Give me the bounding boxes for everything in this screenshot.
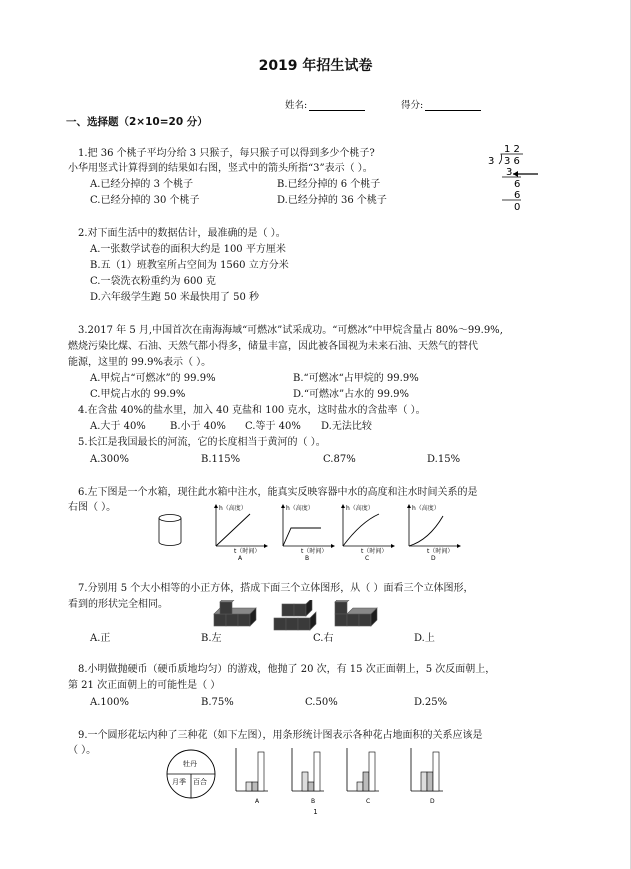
q1-option-a[interactable]: A.已经分掉的 3 个桃子 xyxy=(90,179,194,190)
q3-option-b[interactable]: B.“可燃冰“占甲烷的 99.9% xyxy=(293,373,419,384)
q4-option-c[interactable]: C.等于 40% xyxy=(245,421,301,432)
pie-label-lily: 百合 xyxy=(193,778,207,786)
page-number: 1 xyxy=(313,808,318,816)
q6-stem-line2: 右图（ ）。 xyxy=(68,502,117,513)
q2-option-d[interactable]: D.六年级学生跑 50 米最快用了 50 秒 xyxy=(90,292,260,303)
q3-stem-line3: 能源，这里的 99.9%表示（ ）。 xyxy=(68,357,212,368)
q6-c-ylabel: h（高度） xyxy=(346,505,374,512)
q7-option-a[interactable]: A.正 xyxy=(90,633,111,644)
q9-c-label: C xyxy=(366,798,371,805)
q4-option-b[interactable]: B.小于 40% xyxy=(170,421,226,432)
q5-option-c[interactable]: C.87% xyxy=(323,454,356,465)
q6-graph-b[interactable] xyxy=(277,502,337,562)
q6-b-curve xyxy=(283,528,321,546)
q9-b-label: B xyxy=(311,798,316,805)
q7-option-b[interactable]: B.左 xyxy=(201,633,222,644)
q3-stem-line2: 燃烧污染比煤、石油、天然气都小得多，储量丰富，因此被各国视为未来石油、天然气的替代 xyxy=(68,341,478,352)
pie-label-rose: 月季 xyxy=(172,778,186,786)
division-dividend: 3 6 xyxy=(504,156,520,167)
q9-bar-chart-b[interactable] xyxy=(288,746,328,806)
q3-stem-line1: 3.2017 年 5 月,中国首次在南海海域“可燃冰”试采成功。“可燃冰”中甲烷含量占 80%～99.9%, xyxy=(78,325,503,336)
q9-c-bar-2 xyxy=(363,772,369,791)
q6-c-label: C xyxy=(365,555,370,562)
q7-option-c[interactable]: C.右 xyxy=(313,633,334,644)
name-label: 姓名: xyxy=(285,100,308,111)
q3-option-a[interactable]: A.甲烷占“可燃冰”的 99.9% xyxy=(90,373,216,384)
q6-a-curve xyxy=(216,514,250,546)
q9-bar-chart-c[interactable] xyxy=(343,746,383,806)
q9-c-bar-1 xyxy=(357,782,363,791)
cube-figure-1 xyxy=(212,600,264,634)
q9-c-bar-3 xyxy=(369,752,375,791)
q8-stem-line1: 8.小明做抛硬币（硬币质地均匀）的游戏，他抛了 20 次，有 15 次正面朝上，5 次反面朝上， xyxy=(78,664,496,675)
q8-option-d[interactable]: D.25% xyxy=(414,697,448,708)
long-division-figure xyxy=(483,140,543,215)
score-field[interactable] xyxy=(401,97,481,111)
q7-option-d[interactable]: D.上 xyxy=(414,633,435,644)
q9-d-label: D xyxy=(430,798,435,805)
q8-option-a[interactable]: A.100% xyxy=(90,697,129,708)
q2-option-a[interactable]: A.一张数学试卷的面积大约是 100 平方厘米 xyxy=(90,244,286,255)
q9-stem-line2: （ ）。 xyxy=(68,745,97,756)
q7-stem-line1: 7.分别用 5 个大小相等的小正方体，搭成下面三个立体图形，从（ ）面看三个立体图形， xyxy=(78,583,474,594)
q9-a-bar-2 xyxy=(252,782,258,791)
q9-d-bar-3 xyxy=(433,752,439,791)
division-row2: 6 xyxy=(514,179,521,190)
q6-b-ylabel: h（高度） xyxy=(286,505,314,512)
q2-stem: 2.对下面生活中的数据估计，最准确的是（ ）。 xyxy=(78,228,286,239)
q7-stem-line2: 看到的形状完全相同。 xyxy=(68,599,168,610)
q9-b-bar-3 xyxy=(314,752,320,791)
q9-a-bar-3 xyxy=(258,752,264,791)
q9-b-bar-2 xyxy=(308,782,314,791)
q6-d-curve xyxy=(409,516,443,546)
q4-option-d[interactable]: D.无法比较 xyxy=(321,421,372,432)
cube-figure-2 xyxy=(272,600,324,636)
flower-bed-pie xyxy=(165,748,217,800)
q9-a-label: A xyxy=(255,798,260,805)
q4-option-a[interactable]: A.大于 40% xyxy=(90,421,146,432)
q3-option-d[interactable]: D.“可燃冰”占水的 99.9% xyxy=(293,389,410,400)
q9-bar-chart-a[interactable] xyxy=(232,746,272,806)
q9-a-bar-1 xyxy=(246,782,252,791)
division-quotient: 1 2 xyxy=(504,144,520,155)
q6-a-label: A xyxy=(238,555,243,562)
q6-graph-d[interactable] xyxy=(403,502,463,562)
q6-d-xlabel: t（时间） xyxy=(427,548,454,555)
division-divisor: 3 xyxy=(488,156,495,167)
q9-b-bar-1 xyxy=(302,772,308,791)
score-blank[interactable] xyxy=(425,100,481,111)
q6-a-xlabel: t（时间） xyxy=(234,548,261,555)
q9-bar-chart-d[interactable] xyxy=(407,746,447,806)
q9-d-bar-1 xyxy=(421,772,427,791)
cube-figure-3 xyxy=(333,600,385,634)
section-heading: 一、选择题（2×10=20 分） xyxy=(66,116,208,128)
q6-d-label: D xyxy=(431,555,436,562)
q3-option-c[interactable]: C.甲烷占水的 99.9% xyxy=(90,389,186,400)
name-field[interactable] xyxy=(285,97,365,111)
q8-option-c[interactable]: C.50% xyxy=(305,697,338,708)
q1-option-c[interactable]: C.已经分掉的 30 个桃子 xyxy=(90,195,200,206)
pie-label-peony: 牡丹 xyxy=(183,760,197,768)
q2-option-b[interactable]: B.五（1）班教室所占空间为 1560 立方分米 xyxy=(90,260,289,271)
arrow-icon xyxy=(513,171,518,177)
division-remainder: 0 xyxy=(514,202,521,213)
q1-option-b[interactable]: B.已经分掉的 6 个桃子 xyxy=(277,179,381,190)
water-tank-cylinder xyxy=(152,510,192,550)
name-blank[interactable] xyxy=(309,100,365,111)
q6-d-ylabel: h（高度） xyxy=(412,505,440,512)
q5-stem: 5.长江是我国最长的河流，它的长度相当于黄河的（ ）。 xyxy=(78,437,326,448)
page-title: 2019 年招生试卷 xyxy=(258,58,373,74)
q9-stem-line1: 9.一个圆形花坛内种了三种花（如下左图），用条形统计图表示各种花占地面积的关系应该是 xyxy=(78,730,483,741)
q8-stem-line2: 第 21 次正面朝上的可能性是（ ） xyxy=(68,680,221,691)
q6-stem-line1: 6.左下图是一个水箱，现往此水箱中注水，能真实反映容器中水的高度和注水时间关系的是 xyxy=(78,487,478,498)
q1-stem-line2: 小华用竖式计算得到的结果如右图，竖式中的箭头所指“3”表示（ ）。 xyxy=(68,163,373,174)
q5-option-b[interactable]: B.115% xyxy=(201,454,241,465)
q5-option-a[interactable]: A.300% xyxy=(90,454,129,465)
q9-d-bar-2 xyxy=(427,772,433,791)
q6-a-ylabel: h（高度） xyxy=(219,505,247,512)
division-row3: 6 xyxy=(514,190,521,201)
q6-b-xlabel: t（时间） xyxy=(301,548,328,555)
score-label: 得分: xyxy=(401,100,424,111)
q2-option-c[interactable]: C.一袋洗衣粉重约为 600 克 xyxy=(90,276,216,287)
division-row1: 3 xyxy=(506,167,513,178)
q6-graph-a[interactable] xyxy=(210,502,270,562)
q6-graph-c[interactable] xyxy=(337,502,397,562)
q6-b-label: B xyxy=(305,555,310,562)
q4-stem: 4.在含盐 40%的盐水里，加入 40 克盐和 100 克水，这时盐水的含盐率（ ）。 xyxy=(78,405,426,416)
q6-c-xlabel: t（时间） xyxy=(361,548,388,555)
q1-stem-line1: 1.把 36 个桃子平均分给 3 只猴子，每只猴子可以得到多少个桃子? xyxy=(78,148,375,159)
q1-option-d[interactable]: D.已经分掉的 36 个桃子 xyxy=(277,195,387,206)
q5-option-d[interactable]: D.15% xyxy=(427,454,461,465)
q6-c-curve xyxy=(343,514,379,546)
q8-option-b[interactable]: B.75% xyxy=(201,697,234,708)
